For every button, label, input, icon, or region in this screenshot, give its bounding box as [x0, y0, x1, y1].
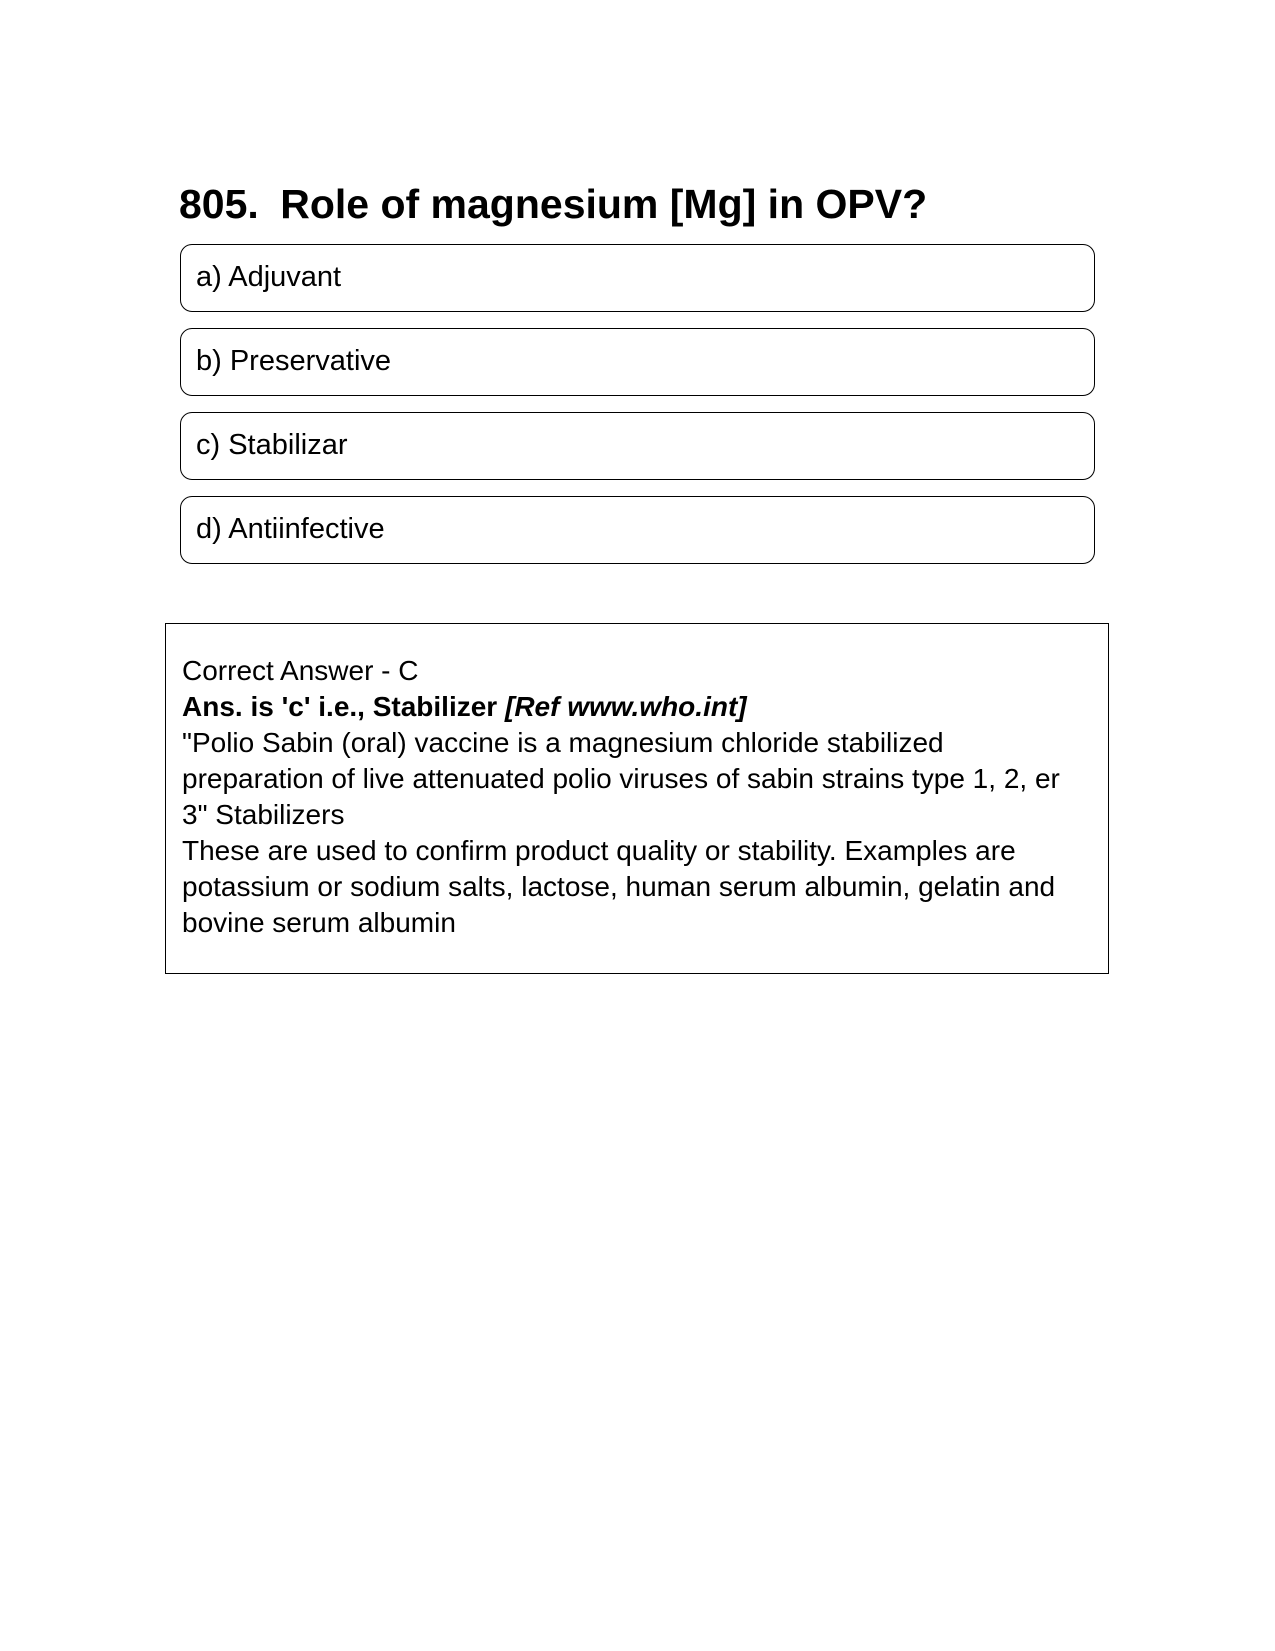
option-d[interactable]: d) Antiinfective	[180, 496, 1095, 564]
question-heading	[179, 176, 1099, 232]
option-a[interactable]: a) Adjuvant	[180, 244, 1095, 312]
answer-explanation-box	[165, 623, 1109, 974]
answer-explanation: These are used to confirm product quality or stability. Examples are potassium or sodium salts, lactose, human serum albumin, gelatin and bovine serum albumin	[182, 835, 1056, 938]
option-b[interactable]: b) Preservative	[180, 328, 1095, 396]
question-number: 805.	[179, 181, 259, 227]
correct-answer-line: Correct Answer - C	[182, 655, 419, 686]
options-list	[180, 244, 1095, 580]
answer-reference: [Ref www.who.int]	[505, 691, 747, 722]
option-c[interactable]: c) Stabilizar	[180, 412, 1095, 480]
answer-bold-text: Ans. is 'c' i.e., Stabilizer	[182, 691, 498, 722]
answer-statement	[182, 689, 1093, 725]
answer-quote: "Polio Sabin (oral) vaccine is a magnesium chloride stabilized preparation of live attenuated polio viruses of sabin strains type 1, 2, er 3" Stabilizers	[182, 727, 1060, 830]
question-text: Role of magnesium [Mg] in OPV?	[280, 181, 928, 227]
